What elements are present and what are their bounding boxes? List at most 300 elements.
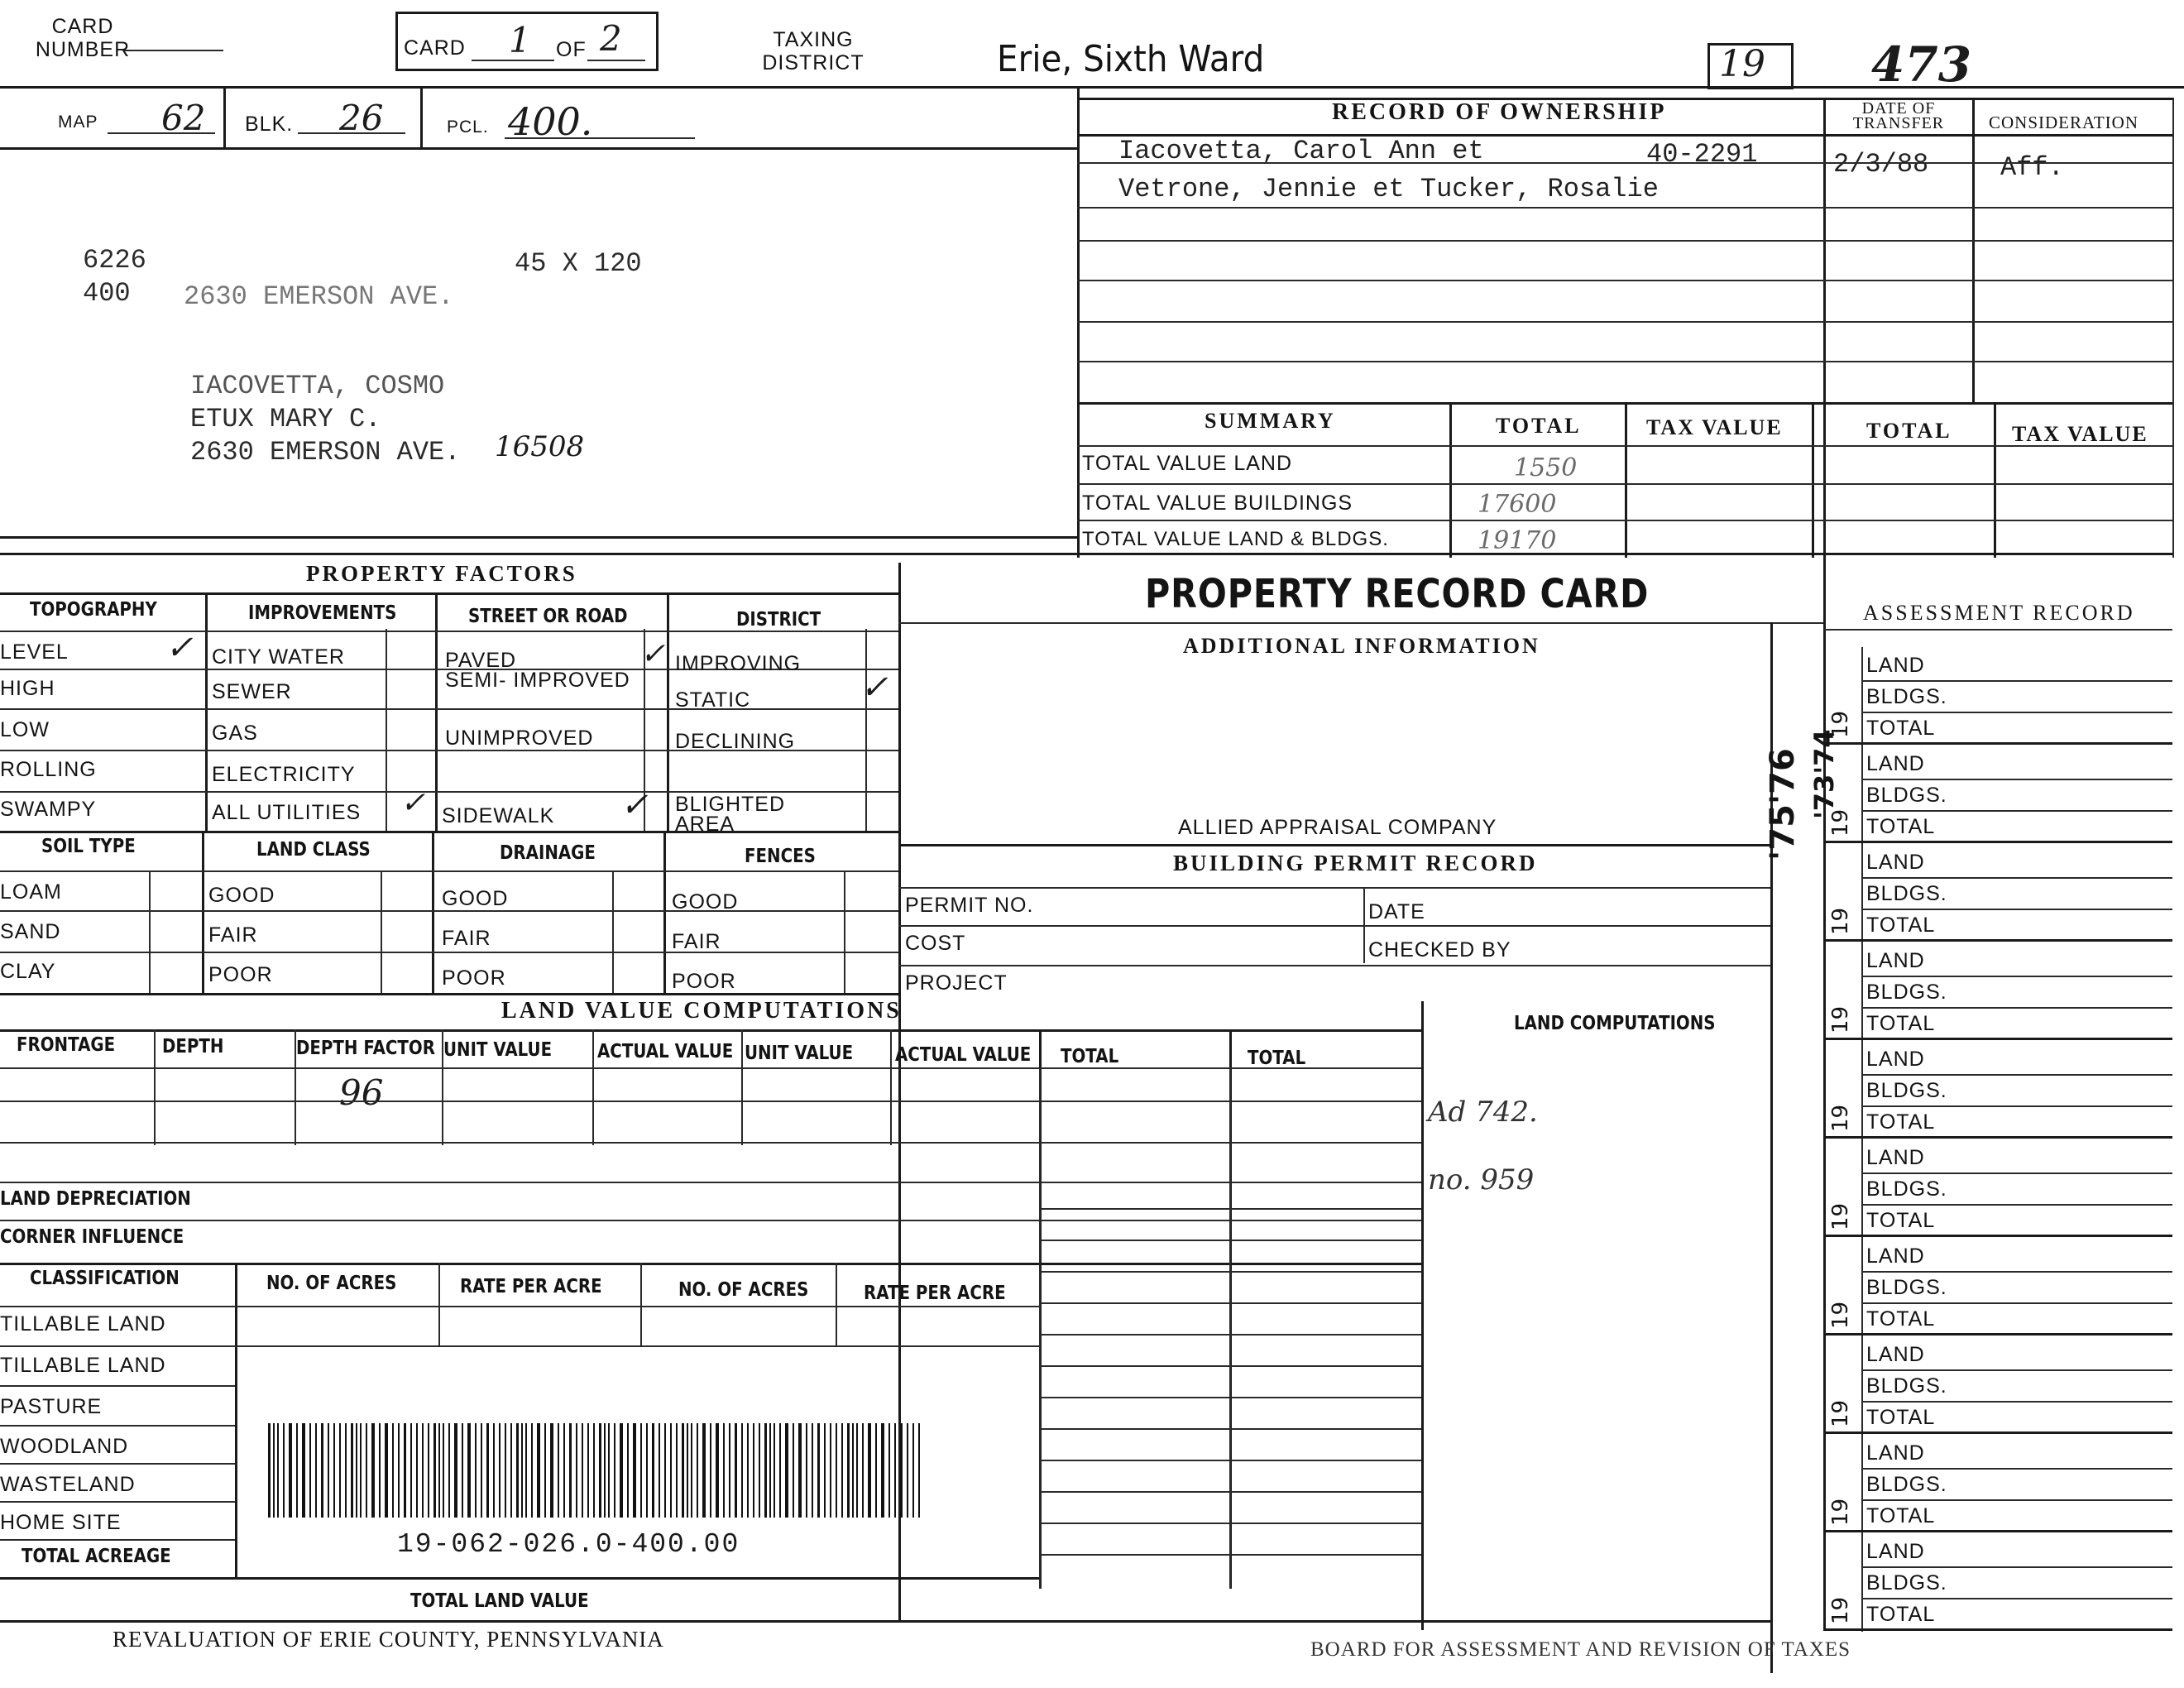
barcode-bar bbox=[812, 1423, 813, 1518]
street-sidewalk: SIDEWALK bbox=[442, 804, 555, 827]
blk-value: 26 bbox=[339, 98, 384, 138]
drainage-header: DRAINAGE bbox=[500, 842, 596, 864]
additional-info-title: ADDITIONAL INFORMATION bbox=[1183, 634, 1540, 658]
assessment-label-land: LAND bbox=[1866, 752, 1925, 775]
barcode-bar bbox=[371, 1423, 375, 1518]
barcode-bar bbox=[912, 1423, 914, 1518]
barcode-bar bbox=[422, 1423, 424, 1518]
barcode-bar bbox=[302, 1423, 305, 1518]
barcode-number: 19-062-026.0-400.00 bbox=[397, 1529, 740, 1560]
barcode-bar bbox=[702, 1423, 706, 1518]
assessment-label-land: LAND bbox=[1866, 1540, 1925, 1563]
land-value-col-header-1: FRONTAGE bbox=[17, 1034, 116, 1056]
class-header-rule bbox=[0, 1306, 1039, 1307]
barcode-bar bbox=[664, 1423, 666, 1518]
class-row-tillable-1: TILLABLE LAND bbox=[0, 1312, 166, 1336]
barcode-bar bbox=[582, 1423, 583, 1518]
improvement-electricity: ELECTRICITY bbox=[212, 763, 356, 786]
improvements-header: IMPROVEMENTS bbox=[248, 602, 397, 624]
barcode-bar bbox=[531, 1423, 533, 1518]
barcode-bar bbox=[593, 1423, 595, 1518]
factors-col-1 bbox=[205, 592, 208, 831]
class-row-rule-6 bbox=[0, 1539, 235, 1541]
barcode-bar bbox=[516, 1423, 519, 1518]
assessment-label-total: TOTAL bbox=[1866, 1012, 1936, 1035]
parcel-line-2-right: 2630 EMERSON AVE. bbox=[184, 281, 454, 312]
assessment-label-bldgs: BLDGS. bbox=[1866, 1276, 1947, 1299]
assessment-block-rule bbox=[1823, 1235, 2172, 1237]
barcode-bar bbox=[652, 1423, 654, 1518]
summary-row-rule-2 bbox=[1077, 520, 2172, 521]
topography-high: HIGH bbox=[0, 677, 55, 700]
factors-col-2 bbox=[435, 592, 438, 831]
map-label: MAP bbox=[58, 113, 98, 132]
barcode-bar bbox=[627, 1423, 629, 1518]
barcode-bar bbox=[385, 1423, 388, 1518]
assessment-label-total: TOTAL bbox=[1866, 914, 1936, 937]
barcode-bar bbox=[764, 1423, 767, 1518]
assessment-inner-rule bbox=[1861, 1074, 2172, 1076]
corner-influence-rule bbox=[0, 1263, 1421, 1265]
barcode-bar bbox=[448, 1423, 450, 1518]
land-value-col-header-2: DEPTH bbox=[162, 1036, 224, 1057]
barcode-bar bbox=[620, 1423, 623, 1518]
barcode-bar bbox=[646, 1423, 648, 1518]
barcode-bar bbox=[428, 1423, 429, 1518]
consideration-header: CONSIDERATION bbox=[1989, 113, 2138, 132]
summary-tax-value-header-2: TAX VALUE bbox=[2012, 422, 2148, 446]
barcode-bar bbox=[779, 1423, 781, 1518]
assessment-block-rule bbox=[1823, 1333, 2172, 1336]
assessment-label-total: TOTAL bbox=[1866, 1406, 1936, 1429]
assessment-label-land: LAND bbox=[1866, 1048, 1925, 1071]
barcode-bar bbox=[614, 1423, 615, 1518]
ownership-line-5 bbox=[1077, 321, 2172, 323]
drainage-good: GOOD bbox=[442, 887, 509, 910]
barcode-bar bbox=[392, 1423, 394, 1518]
fences-poor: POOR bbox=[672, 970, 736, 993]
class-col-1 bbox=[235, 1263, 237, 1577]
assessment-label-total: TOTAL bbox=[1866, 1110, 1936, 1134]
class-row-woodland: WOODLAND bbox=[0, 1435, 129, 1458]
barcode-bar bbox=[273, 1423, 275, 1518]
ownership-line-6 bbox=[1077, 361, 2172, 362]
barcode-bar bbox=[563, 1423, 565, 1518]
topography-low: LOW bbox=[0, 718, 50, 741]
summary-title: SUMMARY bbox=[1205, 409, 1336, 433]
card-number-label: CARD NUMBER bbox=[35, 15, 131, 61]
map-row-rule bbox=[0, 147, 1077, 150]
barcode-bar bbox=[798, 1423, 802, 1518]
soil-sand: SAND bbox=[0, 920, 61, 943]
barcode-image bbox=[268, 1423, 930, 1518]
taxing-district-label: TAXING DISTRICT bbox=[762, 28, 864, 74]
soil-col-1b bbox=[149, 870, 151, 993]
barcode-bar bbox=[599, 1423, 601, 1518]
assessment-label-bldgs: BLDGS. bbox=[1866, 1473, 1947, 1496]
summary-row-land-total: 1550 bbox=[1514, 453, 1578, 482]
assessment-inner-rule bbox=[1861, 1369, 2172, 1371]
assessment-year-prefix: 19 bbox=[1828, 1399, 1853, 1427]
land-value-col-header-3: DEPTH FACTOR bbox=[296, 1038, 435, 1059]
assessment-inner-rule bbox=[1861, 1007, 2172, 1009]
assessment-label-total: TOTAL bbox=[1866, 717, 1936, 740]
assessment-title: ASSESSMENT RECORD bbox=[1863, 601, 2135, 625]
barcode-bar bbox=[659, 1423, 660, 1518]
class-row-pasture: PASTURE bbox=[0, 1395, 103, 1418]
barcode-bar bbox=[793, 1423, 794, 1518]
assessment-label-land: LAND bbox=[1866, 1441, 1925, 1465]
barcode-bar bbox=[824, 1423, 826, 1518]
summary-col-3 bbox=[1812, 402, 1814, 558]
assessment-block-rule bbox=[1823, 742, 2172, 745]
blk-divider bbox=[420, 86, 423, 147]
assessment-label-bldgs: BLDGS. bbox=[1866, 784, 1947, 807]
assessment-inner-rule bbox=[1861, 976, 2172, 977]
barcode-bar bbox=[774, 1423, 775, 1518]
barcode-bar bbox=[537, 1423, 540, 1518]
check-paved: ✓ bbox=[640, 637, 666, 671]
assessment-label-land: LAND bbox=[1866, 1343, 1925, 1366]
barcode-bar bbox=[443, 1423, 444, 1518]
summary-row-buildings-total: 17600 bbox=[1478, 490, 1557, 519]
barcode-bar bbox=[888, 1423, 890, 1518]
summary-col-1 bbox=[1449, 402, 1452, 558]
barcode-bar bbox=[321, 1423, 323, 1518]
barcode-bar bbox=[268, 1423, 271, 1518]
summary-tax-value-header: TAX VALUE bbox=[1646, 415, 1783, 439]
barcode-bar bbox=[753, 1423, 754, 1518]
barcode-bar bbox=[900, 1423, 903, 1518]
assessment-year-prefix: 19 bbox=[1828, 1596, 1853, 1624]
ownership-row-1-date: 2/3/88 bbox=[1833, 149, 1929, 180]
lv-row-rule-1 bbox=[0, 1101, 1421, 1102]
permit-row-rule-2 bbox=[898, 965, 1770, 966]
total-land-value-label: TOTAL LAND VALUE bbox=[410, 1590, 589, 1612]
assessment-label-land: LAND bbox=[1866, 949, 1925, 972]
land-value-col-header-5: ACTUAL VALUE bbox=[597, 1041, 734, 1062]
barcode-bar bbox=[486, 1423, 489, 1518]
summary-total-header-2: TOTAL bbox=[1866, 419, 1952, 443]
assessment-inner-rule bbox=[1861, 1172, 2172, 1174]
barcode-bar bbox=[499, 1423, 500, 1518]
barcode-bar bbox=[493, 1423, 495, 1518]
assessment-label-bldgs: BLDGS. bbox=[1866, 1374, 1947, 1398]
summary-row-buildings-label: TOTAL VALUE BUILDINGS bbox=[1082, 492, 1353, 515]
barcode-bar bbox=[682, 1423, 684, 1518]
assessment-year-prefix: 19 bbox=[1828, 907, 1853, 935]
class-row-rule-2 bbox=[0, 1385, 235, 1387]
barcode-bar bbox=[875, 1423, 877, 1518]
barcode-bar bbox=[550, 1423, 553, 1518]
factors-col-1b bbox=[386, 629, 387, 831]
permit-project-label: PROJECT bbox=[905, 971, 1008, 995]
assessment-label-total: TOTAL bbox=[1866, 815, 1936, 838]
land-class-good: GOOD bbox=[208, 884, 275, 907]
class-row-home-site: HOME SITE bbox=[0, 1511, 122, 1534]
ownership-line-4 bbox=[1077, 280, 2172, 281]
barcode-bar bbox=[360, 1423, 362, 1518]
summary-col-4 bbox=[1994, 402, 1996, 558]
total-acreage-rule bbox=[0, 1577, 1039, 1580]
barcode-bar bbox=[339, 1423, 341, 1518]
barcode-bar bbox=[841, 1423, 843, 1518]
barcode-bar bbox=[296, 1423, 298, 1518]
card-total-underline bbox=[587, 60, 645, 61]
assessment-inner-rule bbox=[1861, 1566, 2172, 1568]
summary-col-2 bbox=[1625, 402, 1627, 558]
corner-influence-label: CORNER INFLUENCE bbox=[0, 1226, 184, 1248]
barcode-bar bbox=[410, 1423, 412, 1518]
land-class-header: LAND CLASS bbox=[256, 839, 371, 861]
soil-row-rule-2 bbox=[0, 952, 898, 953]
property-factors-title: PROPERTY FACTORS bbox=[306, 561, 577, 586]
barcode-bar bbox=[345, 1423, 347, 1518]
assessment-label-total: TOTAL bbox=[1866, 1209, 1936, 1232]
assessment-inner-rule bbox=[1861, 712, 2172, 713]
ownership-row-1-consideration: Aff. bbox=[2000, 152, 2064, 183]
barcode-bar bbox=[433, 1423, 436, 1518]
class-col-2 bbox=[438, 1263, 440, 1345]
parcel-line-2-left: 400 bbox=[83, 278, 131, 309]
barcode-bar bbox=[569, 1423, 572, 1518]
land-value-col-divider-4 bbox=[592, 1029, 594, 1145]
factors-col-3b bbox=[865, 629, 867, 831]
owner-zip: 16508 bbox=[495, 430, 585, 463]
factors-header-rule bbox=[0, 631, 898, 632]
assessment-block-rule bbox=[1823, 1136, 2172, 1139]
assessment-inner-rule bbox=[1861, 1302, 2172, 1304]
barcode-bar bbox=[894, 1423, 896, 1518]
land-class-fair: FAIR bbox=[208, 923, 258, 947]
topography-swampy: SWAMPY bbox=[0, 798, 97, 821]
barcode-bar bbox=[328, 1423, 329, 1518]
assessment-inner-rule bbox=[1861, 1598, 2172, 1599]
barcode-bar bbox=[868, 1423, 871, 1518]
assessment-block-rule bbox=[1823, 939, 2172, 942]
drainage-poor: POOR bbox=[442, 966, 506, 990]
soil-type-header: SOIL TYPE bbox=[41, 836, 136, 857]
assessment-inner-rule bbox=[1861, 680, 2172, 682]
barcode-bar bbox=[398, 1423, 400, 1518]
ownership-line-2 bbox=[1077, 207, 2172, 209]
pcl-underline bbox=[505, 137, 695, 139]
upper-section-rule bbox=[0, 536, 1077, 539]
assessment-inner-rule bbox=[1861, 810, 2172, 812]
barcode-bar bbox=[351, 1423, 353, 1518]
factors-row-rule-2 bbox=[0, 708, 898, 710]
assessment-block-rule bbox=[1823, 1038, 2172, 1040]
barcode-bar bbox=[907, 1423, 908, 1518]
fences-good: GOOD bbox=[672, 890, 739, 914]
land-depreciation-rule bbox=[0, 1220, 1421, 1221]
parcel-line-1-right: 45 X 120 bbox=[515, 248, 642, 279]
upper-section-rule-2 bbox=[0, 553, 2172, 555]
barcode-bar bbox=[525, 1423, 527, 1518]
drainage-fair: FAIR bbox=[442, 927, 491, 950]
pcl-value: 400. bbox=[508, 99, 593, 144]
barcode-bar bbox=[676, 1423, 678, 1518]
street-header: STREET OR ROAD bbox=[468, 606, 628, 627]
land-value-col-divider-1 bbox=[154, 1029, 156, 1145]
summary-row-land-label: TOTAL VALUE LAND bbox=[1082, 452, 1293, 475]
assessment-block-rule bbox=[1823, 841, 2172, 843]
footer-left: REVALUATION OF ERIE COUNTY, PENNSYLVANIA bbox=[113, 1627, 664, 1652]
permit-date-label: DATE bbox=[1368, 900, 1425, 923]
land-value-col-header-6: UNIT VALUE bbox=[745, 1043, 854, 1064]
soil-col-1 bbox=[202, 831, 204, 993]
assessment-label-land: LAND bbox=[1866, 1244, 1925, 1268]
land-value-col-divider-3 bbox=[442, 1029, 443, 1145]
blk-underline bbox=[298, 132, 405, 134]
assessment-label-bldgs: BLDGS. bbox=[1866, 1177, 1947, 1201]
barcode-bar bbox=[716, 1423, 719, 1518]
lv-row-rule-2 bbox=[0, 1142, 1421, 1144]
barcode-bar bbox=[289, 1423, 292, 1518]
land-class-poor: POOR bbox=[208, 963, 273, 986]
barcode-bar bbox=[670, 1423, 672, 1518]
barcode-bar bbox=[747, 1423, 749, 1518]
assessment-year-prefix: 19 bbox=[1828, 1301, 1853, 1329]
check-static: ✓ bbox=[860, 669, 888, 707]
assessment-label-land: LAND bbox=[1866, 1146, 1925, 1169]
card-title-rule bbox=[898, 622, 1825, 624]
assessment-block-rule bbox=[1823, 1628, 2172, 1631]
assessment-inner-rule bbox=[1861, 1499, 2172, 1501]
right-edge-border bbox=[2172, 98, 2174, 558]
parcel-line-1-left: 6226 bbox=[83, 245, 146, 276]
soil-col-4b bbox=[844, 870, 845, 993]
barcode-bar bbox=[576, 1423, 577, 1518]
barcode-bar bbox=[315, 1423, 317, 1518]
soil-col-2 bbox=[432, 831, 434, 993]
assessment-year-prefix: 19 bbox=[1828, 1202, 1853, 1230]
barcode-bar bbox=[608, 1423, 610, 1518]
district-name: Erie, Sixth Ward bbox=[997, 38, 1265, 80]
district-number: 473 bbox=[1871, 36, 1972, 93]
assessment-year-mark-73: '73'74 bbox=[1808, 729, 1840, 819]
factors-col-3 bbox=[667, 592, 669, 831]
summary-row-total-value: 19170 bbox=[1478, 526, 1557, 555]
class-row-rule-5 bbox=[0, 1501, 235, 1503]
barcode-bar bbox=[366, 1423, 367, 1518]
assessment-label-bldgs: BLDGS. bbox=[1866, 882, 1947, 905]
check-all-utilities: ✓ bbox=[400, 786, 426, 820]
barcode-bar bbox=[723, 1423, 725, 1518]
lv-header-rule bbox=[0, 1067, 1421, 1069]
improvement-city-water: CITY WATER bbox=[212, 645, 345, 669]
assessment-label-col bbox=[1861, 647, 1863, 1632]
assessment-year-prefix: 19 bbox=[1828, 1005, 1853, 1033]
topography-rolling: ROLLING bbox=[0, 758, 97, 781]
street-paved: PAVED bbox=[445, 649, 517, 672]
class-row-rule-3 bbox=[0, 1425, 235, 1427]
assessment-label-total: TOTAL bbox=[1866, 1504, 1936, 1527]
pcl-label: PCL. bbox=[447, 117, 489, 137]
barcode-bar bbox=[691, 1423, 692, 1518]
assessment-label-bldgs: BLDGS. bbox=[1866, 1571, 1947, 1594]
factors-title-rule bbox=[0, 592, 898, 595]
summary-row-total-label: TOTAL VALUE LAND & BLDGS. bbox=[1082, 528, 1389, 550]
summary-total-header: TOTAL bbox=[1496, 414, 1582, 438]
ownership-line-3 bbox=[1077, 240, 2172, 242]
topography-header: TOPOGRAPHY bbox=[30, 599, 157, 621]
ownership-row-1-ref: 40-2291 bbox=[1646, 139, 1758, 170]
land-comp-left-border bbox=[1421, 1001, 1424, 1630]
barcode-bar bbox=[462, 1423, 463, 1518]
blk-label: BLK. bbox=[245, 113, 294, 136]
barcode-bar bbox=[881, 1423, 884, 1518]
barcode-bar bbox=[481, 1423, 482, 1518]
assessment-year-prefix: 19 bbox=[1828, 808, 1853, 837]
barcode-bar bbox=[735, 1423, 737, 1518]
land-computations-title: LAND COMPUTATIONS bbox=[1514, 1013, 1716, 1034]
barcode-bar bbox=[785, 1423, 788, 1518]
additional-info-bottom-rule bbox=[898, 844, 1770, 846]
barcode-bar bbox=[604, 1423, 606, 1518]
ownership-line-1 bbox=[1077, 162, 2172, 164]
assessment-label-total: TOTAL bbox=[1866, 1307, 1936, 1331]
barcode-bar bbox=[510, 1423, 512, 1518]
land-computations-note-2: no. 959 bbox=[1428, 1163, 1535, 1196]
barcode-bar bbox=[404, 1423, 406, 1518]
assessment-block-rule bbox=[1823, 1530, 2172, 1532]
barcode-bar bbox=[687, 1423, 688, 1518]
barcode-bar bbox=[729, 1423, 730, 1518]
barcode-bar bbox=[454, 1423, 457, 1518]
classification-header: CLASSIFICATION bbox=[30, 1268, 180, 1289]
land-value-col-divider-2 bbox=[295, 1029, 296, 1145]
card-current: 1 bbox=[509, 20, 531, 60]
soil-col-3b bbox=[612, 870, 614, 993]
street-semi-improved: SEMI- IMPROVED bbox=[445, 669, 630, 692]
barcode-bar bbox=[847, 1423, 850, 1518]
class-row-rule-4 bbox=[0, 1463, 235, 1465]
assessment-inner-rule bbox=[1861, 1468, 2172, 1470]
permit-no-label: PERMIT NO. bbox=[905, 894, 1034, 917]
barcode-bar bbox=[521, 1423, 523, 1518]
soil-header-rule bbox=[0, 870, 898, 872]
land-value-col-header-7: ACTUAL VALUE bbox=[895, 1044, 1032, 1066]
ownership-title: RECORD OF OWNERSHIP bbox=[1332, 99, 1667, 125]
ownership-row-1-name: Iacovetta, Carol Ann et bbox=[1118, 136, 1484, 166]
assessment-label-land: LAND bbox=[1866, 851, 1925, 874]
card-of-label: OF bbox=[556, 38, 587, 61]
assessment-year-marks: '75'76 bbox=[1764, 748, 1802, 861]
header-bottom-rule bbox=[0, 86, 2184, 89]
land-value-col-header-8: TOTAL bbox=[1061, 1046, 1119, 1067]
permit-title-rule bbox=[898, 887, 1770, 889]
barcode-bar bbox=[836, 1423, 837, 1518]
barcode-bar bbox=[640, 1423, 642, 1518]
barcode-bar bbox=[283, 1423, 285, 1518]
map-value: 62 bbox=[161, 98, 206, 138]
card-current-underline bbox=[472, 60, 554, 61]
street-unimproved: UNIMPROVED bbox=[445, 727, 594, 750]
class-col-5 bbox=[1039, 1067, 1041, 1589]
class-col-6 bbox=[1229, 1067, 1231, 1589]
owner-line-2: ETUX MARY C. bbox=[190, 404, 381, 434]
permit-checked-label: CHECKED BY bbox=[1368, 938, 1511, 961]
barcode-bar bbox=[416, 1423, 418, 1518]
barcode-bar bbox=[475, 1423, 477, 1518]
land-value-title: LAND VALUE COMPUTATIONS bbox=[501, 998, 902, 1024]
fences-header: FENCES bbox=[745, 846, 816, 867]
improvement-all-utilities: ALL UTILITIES bbox=[212, 801, 362, 824]
assessment-inner-rule bbox=[1861, 1271, 2172, 1273]
assessment-inner-rule bbox=[1861, 1105, 2172, 1107]
summary-row-rule-1 bbox=[1077, 483, 2172, 485]
